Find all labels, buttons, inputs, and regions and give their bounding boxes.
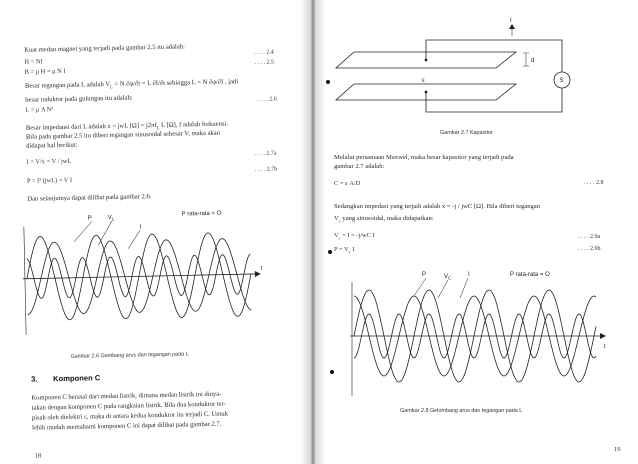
- text-fragment: Besar impedansi dari L adalah x = jwL [Ω] = j2πf: [25, 121, 157, 132]
- arrow-up-icon: [509, 24, 515, 29]
- text-fragment: = I = -j/wC I: [340, 232, 375, 239]
- subscript: L: [110, 84, 113, 90]
- label-subscript: L: [111, 216, 115, 222]
- text-line: takan dengan komponen C pada rangkaian listrik. Bila dua konduktor ter-: [31, 400, 226, 412]
- equation-number: . . . . 2.8: [584, 180, 604, 186]
- text-line: pisah oleh dielektri ε, maka di antara kedua konduktor itu terjadi C. Untuk: [31, 410, 229, 422]
- text-line: Melalui persamaan Maxwel, maka besar kapasitor yang terjadi pada: [334, 154, 514, 161]
- left-page-content: [0, 0, 314, 464]
- label-text: V: [107, 214, 112, 222]
- text-line: Komponen C berasal dari medan listrik, dimana medan listrik ini dinya-: [31, 390, 222, 402]
- figure-caption: Gambar 2.8 Gelombang arus dan tegangan pada L: [400, 408, 523, 414]
- vertical-axis: [24, 227, 26, 335]
- label-p: P: [87, 215, 92, 222]
- label-t: t: [260, 265, 263, 272]
- equation-number: . . . . 2.9a: [578, 234, 601, 240]
- fraction: -j / jwC: [452, 203, 473, 210]
- label-pointer: [460, 278, 468, 298]
- source-symbol: S: [559, 78, 564, 84]
- text-fragment: P = V: [334, 246, 349, 253]
- right-page: [316, 0, 638, 464]
- page-number: 19: [614, 446, 621, 453]
- text-fragment: L [Ω], f adalah frekuensi.: [159, 120, 229, 129]
- left-page: [0, 0, 314, 464]
- text-fragment: I: [350, 246, 355, 253]
- text-line: [334, 215, 434, 225]
- label-pointer: [74, 221, 92, 241]
- label-d: d: [531, 58, 535, 64]
- text-fragment: yang sinusoidal, maka didapatkan:: [340, 215, 434, 222]
- label-p-rata: P rata-rata = O: [181, 210, 222, 218]
- equation-l: L = μ A N²: [25, 106, 54, 114]
- text-line: besar induktor pada gulungan itu adalah:: [25, 94, 133, 104]
- text-fragment: = N ∂φ/∂t = L ∂I/∂t sehingga L = N ∂φ/∂I , jadi: [112, 78, 239, 88]
- label-i: I: [139, 224, 142, 231]
- label-v: [444, 274, 452, 281]
- axis-arrow-icon: [600, 333, 606, 339]
- label-pointer: [414, 278, 426, 296]
- label-i: I: [468, 272, 470, 278]
- section-number: 3.: [30, 374, 38, 384]
- equation-c: C = ε A/D: [334, 180, 361, 187]
- text-line: lebih mudah memahami komponen C ini dapat dilihat pada gambar 2.7.: [32, 420, 222, 432]
- subscript: c: [348, 249, 351, 255]
- wire-top: [426, 40, 562, 72]
- label-pointer: [128, 230, 140, 248]
- subscript: c: [338, 218, 341, 224]
- label-text: V: [444, 274, 449, 280]
- text-line: Bila pada gambar 2.5 itu diberi tegangan sinusoidal sebesar V, maka akan: [25, 129, 221, 141]
- label-pointer: [438, 280, 448, 298]
- equation-p: P = I² (jwL) = V I: [26, 176, 73, 185]
- section-title: Komponen C: [52, 373, 101, 384]
- label-v: [108, 215, 115, 222]
- figure-caption: Gambar 2.7 Kapasitor: [440, 130, 493, 136]
- label-t: t: [604, 344, 606, 350]
- equation-b: B = μ H = μ N I: [24, 67, 66, 76]
- equation-number: . . . . 2.4: [254, 49, 274, 56]
- figure-caption: Gambar 2.6 Gembang arus dan tegangan pada L: [70, 351, 189, 360]
- equation-i: I = V/x = V / jwL: [26, 157, 72, 166]
- label-p: P: [422, 272, 427, 278]
- text-line: Dan selanjutnya dapat dilihat pada gambar 2.6.: [27, 193, 152, 203]
- text-line: gambar 2.7 adalah:: [334, 163, 385, 170]
- label-p-rata: P rata-rata = O: [510, 272, 550, 278]
- label-subscript: C: [448, 275, 452, 281]
- label-epsilon: ε: [422, 78, 425, 84]
- waveform-figure-c: [330, 256, 620, 406]
- text-fragment: V: [334, 215, 339, 222]
- equation-h: H = NI: [24, 58, 43, 66]
- equation-vc: [334, 232, 375, 240]
- page-number: 18: [34, 452, 42, 460]
- voltage-curve: [26, 232, 252, 321]
- equation-p2: [334, 246, 354, 254]
- text-fragment: Besar tegangan pada L adalah V: [24, 80, 111, 90]
- equation-number: . . . . 2.5: [254, 59, 275, 66]
- waveform-figure-l: [13, 198, 276, 345]
- label-pointer: [98, 221, 112, 245]
- text-line: [25, 78, 238, 93]
- label-i: I: [510, 18, 512, 24]
- subscript: c: [338, 235, 341, 241]
- text-fragment: V: [334, 232, 339, 239]
- equation-number: . . . . 2.7b: [254, 166, 278, 173]
- capacitor-figure: [316, 0, 616, 130]
- equation-number: . . . . 2.7a: [254, 150, 277, 157]
- text-fragment: [Ω]. Bila diberi tegangan: [472, 203, 541, 210]
- text-line: Kuat medan magnet yang terjadi pada gambar 2.5 itu adalah:: [24, 43, 185, 54]
- text-line: didapat hal berikut:: [26, 141, 78, 150]
- equation-number: . . . . 2.9b: [578, 246, 601, 252]
- text-line: [334, 203, 540, 211]
- text-fragment: Sedangkan impedasi yang terjadi adalah x =: [334, 203, 453, 210]
- subscript: L: [156, 125, 160, 131]
- equation-number: . . . . 2.6: [257, 96, 277, 103]
